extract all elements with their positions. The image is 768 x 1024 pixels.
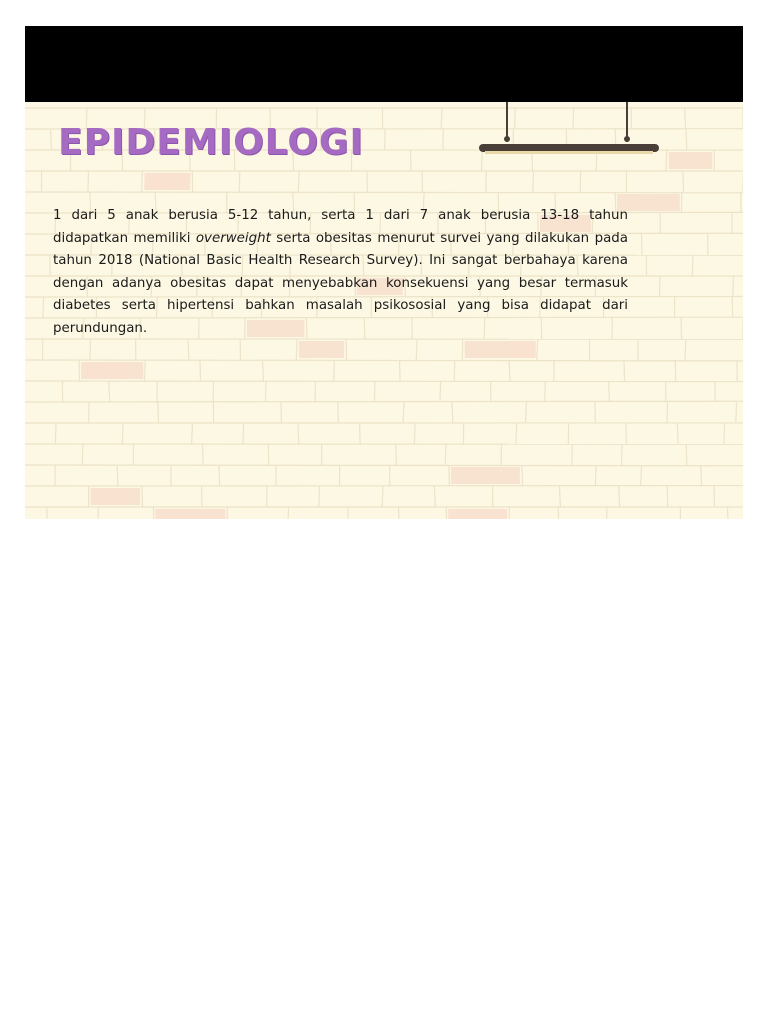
slide-body-text — [53, 205, 628, 341]
slide-title: EPIDEMIOLOGI — [58, 122, 364, 163]
body-text-part-1: 1 dari 5 anak berusia 5-12 tahun, serta 1 dari 7 anak berusia 13-18 tahun didapatkan memiliki — [53, 208, 628, 246]
body-text-emphasis: overweight — [195, 230, 271, 246]
slide-header-bar — [25, 26, 743, 102]
hanging-lamp-icon — [477, 102, 661, 158]
body-text-part-2: serta obesitas menurut survei yang dilakukan pada tahun 2018 (National Basic Health Research Survey). Ini sangat berbahaya karena dengan adanya obesitas dapat menyebabkan konsekuensi yang besar termasuk diabetes serta hipertensi bahkan masalah psikososial yang bisa didapat dari perundungan. — [53, 230, 628, 336]
